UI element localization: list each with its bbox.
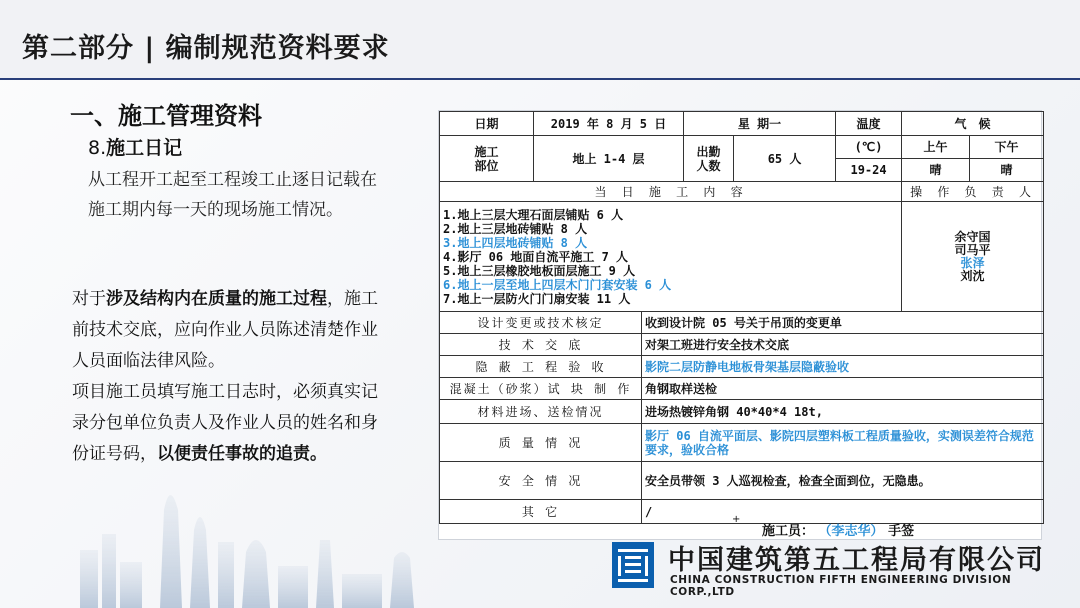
leader-name: 张泽 — [960, 255, 985, 270]
subsection-number: 8. — [88, 137, 107, 159]
company-logo-icon — [612, 542, 654, 588]
body-p1-emphasis: 涉及结构内在质量的施工过程 — [106, 289, 327, 309]
slide-title: 第二部分 | 编制规范资料要求 — [22, 33, 390, 64]
subsection-title — [88, 133, 182, 160]
slide-header — [0, 0, 1080, 80]
section-title: 一、施工管理资料 — [70, 102, 262, 130]
pm-weather-cell — [970, 136, 1044, 182]
signer-suffix: 手签 — [888, 524, 915, 539]
leader-name: 刘沈 — [960, 268, 985, 283]
am-label: 上午 — [902, 137, 969, 159]
date-label: 日期 — [440, 112, 534, 136]
leader-name: 司马平 — [954, 242, 991, 257]
city-skyline-illustration — [60, 470, 440, 608]
am-weather: 晴 — [929, 162, 942, 177]
row-label: 材料进场、送检情况 — [440, 400, 642, 424]
row-value: 对架工班进行安全技术交底 — [642, 334, 1044, 356]
work-list — [440, 202, 902, 312]
leader-list — [902, 202, 1044, 312]
weekday: 星 期一 — [684, 112, 836, 136]
signer-name: （李志华） — [818, 524, 884, 539]
body-p2-a: 项目施工员填写施工日志时，必须真实记录分包单位负责人及作业人员的姓名和身份证号码， — [72, 382, 378, 464]
pm-weather: 晴 — [1000, 162, 1013, 177]
row-label: 其 它 — [440, 500, 642, 524]
work-item: 5.地上三层橡胶地板面层施工 9 人 — [443, 263, 636, 278]
diary-row — [440, 462, 1044, 500]
company-name-en: CHINA CONSTRUCTION FIFTH ENGINEERING DIVISION CORP.,LTD — [670, 574, 1012, 598]
temp-value: 19-24 — [850, 162, 887, 177]
pm-label: 下午 — [970, 137, 1043, 159]
intro-text: 从工程开工起至工程竣工止逐日记载在施工期内每一天的现场施工情况。 — [88, 170, 377, 220]
attendance-label-1: 出勤 — [696, 144, 721, 159]
signer-label: 施工员： — [762, 524, 815, 539]
attendance-value: 65 人 — [734, 136, 836, 182]
work-header: 当 日 施 工 内 容 — [440, 182, 902, 202]
diary-table — [439, 111, 1044, 524]
temperature-cell — [836, 136, 902, 182]
body-p1-c: ，施工前技术交底，应向作业人员陈述清楚作业人员面临法律风险。 — [72, 289, 378, 371]
construction-diary-form — [438, 110, 1042, 540]
body-p1-a: 对于 — [72, 289, 106, 309]
row-value: 影院二层防静电地板骨架基层隐蔽验收 — [642, 356, 1044, 378]
date-value: 2019 年 8 月 5 日 — [534, 112, 684, 136]
temp-label: 温度 — [836, 112, 902, 136]
weather-label: 气 候 — [902, 112, 1044, 136]
temp-unit: (℃) — [836, 137, 901, 159]
row-value: / — [642, 500, 1044, 524]
company-name-cn: 中国建筑第五工程局有限公司 — [668, 545, 1045, 576]
work-item: 1.地上三层大理石面层铺贴 6 人 — [443, 207, 624, 222]
work-item: 2.地上三层地砖铺贴 8 人 — [443, 221, 588, 236]
row-label: 质 量 情 况 — [440, 424, 642, 462]
work-item: 6.地上一层至地上四层木门门套安装 6 人 — [443, 277, 672, 292]
row-label: 设计变更或技术核定 — [440, 312, 642, 334]
row-label: 混凝土（砂浆）试 块 制 作 — [440, 378, 642, 400]
am-weather-cell — [902, 136, 970, 182]
part-label-2: 部位 — [474, 158, 499, 173]
body-p2-emphasis: 以便责任事故的追责。 — [157, 444, 327, 464]
row-value: 安全员带领 3 人巡视检查，检查全面到位，无隐患。 — [642, 462, 1044, 500]
row-label: 隐 蔽 工 程 验 收 — [440, 356, 642, 378]
diary-row — [440, 356, 1044, 378]
diary-row — [440, 334, 1044, 356]
part-value: 地上 1-4 层 — [534, 136, 684, 182]
row-value: 角钢取样送检 — [642, 378, 1044, 400]
corner-mark: + — [732, 514, 741, 525]
signature-line — [722, 514, 915, 539]
row-value: 收到设计院 05 号关于吊顶的变更单 — [642, 312, 1044, 334]
diary-row — [440, 378, 1044, 400]
diary-row — [440, 400, 1044, 424]
leader-header: 操 作 负 责 人 — [902, 182, 1044, 202]
leader-name: 余守国 — [954, 229, 991, 244]
work-item: 4.影厅 06 地面自流平施工 7 人 — [443, 249, 629, 264]
row-value: 进场热镀锌角钢 40*40*4 18t, — [642, 400, 1044, 424]
diary-row — [440, 312, 1044, 334]
body-text — [72, 284, 392, 470]
attendance-label — [684, 136, 734, 182]
subsection-name: 施工日记 — [106, 137, 183, 159]
work-item: 7.地上一层防火门门扇安装 11 人 — [443, 291, 631, 306]
row-label: 技 术 交 底 — [440, 334, 642, 356]
part-label — [440, 136, 534, 182]
attendance-label-2: 人数 — [696, 158, 721, 173]
part-label-1: 施工 — [474, 144, 499, 159]
work-item: 3.地上四层地砖铺贴 8 人 — [443, 235, 588, 250]
row-label: 安 全 情 况 — [440, 462, 642, 500]
diary-row — [440, 424, 1044, 462]
row-value: 影厅 06 自流平面层、影院四层塑料板工程质量验收，实测误差符合规范要求，验收合格 — [642, 424, 1044, 462]
